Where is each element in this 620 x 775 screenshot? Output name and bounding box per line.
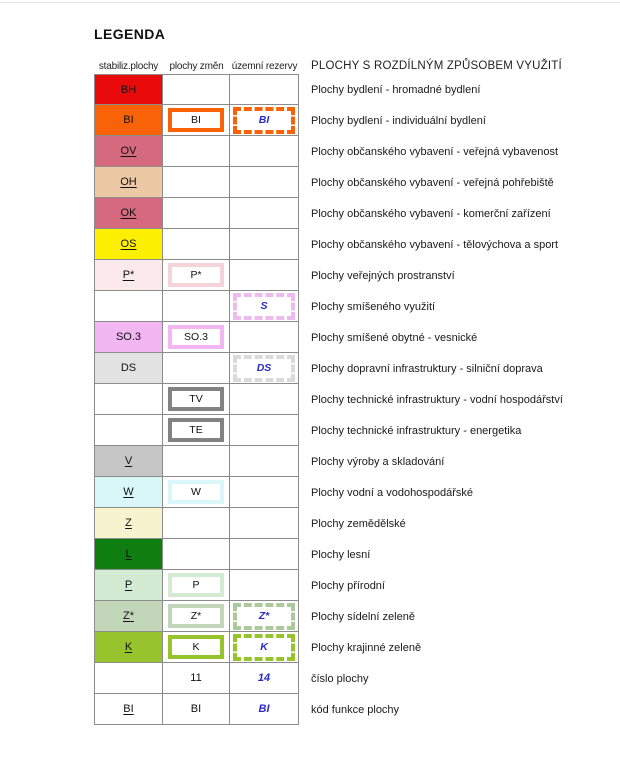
changes-cell [163, 167, 230, 198]
area-code: K [192, 641, 200, 653]
changes-cell [163, 229, 230, 260]
area-code: BI [123, 703, 134, 715]
area-code: OH [120, 176, 137, 188]
stabilized-cell [94, 694, 163, 725]
reserve-cell [230, 167, 299, 198]
changes-cell [163, 260, 230, 291]
area-code: SO.3 [115, 331, 142, 343]
changes-cell [163, 477, 230, 508]
table-row [94, 539, 563, 570]
stabilized-cell [94, 353, 163, 384]
column-header-stabilized: stabiliz.plochy [98, 61, 159, 72]
table-row [94, 167, 563, 198]
area-code: BI [258, 114, 270, 126]
table-row [94, 291, 563, 322]
area-code: P [124, 579, 133, 591]
stabilized-cell [94, 384, 163, 415]
changes-cell [163, 198, 230, 229]
stabilized-cell [94, 539, 163, 570]
stabilized-cell [94, 446, 163, 477]
stabilized-cell [94, 167, 163, 198]
table-row [94, 105, 563, 136]
table-row [94, 601, 563, 632]
legend-container [94, 26, 563, 725]
changes-cell [163, 353, 230, 384]
changes-cell [163, 632, 230, 663]
table-row [94, 508, 563, 539]
area-code: BI [123, 114, 134, 126]
area-code: 14 [257, 672, 271, 684]
table-row [94, 446, 563, 477]
area-code: P* [122, 269, 135, 281]
table-row [94, 229, 563, 260]
reserve-area-swatch [233, 634, 295, 661]
page-title: LEGENDA [94, 26, 166, 42]
reserve-cell [230, 570, 299, 601]
reserve-cell [230, 477, 299, 508]
column-header-changes: plochy změn [169, 61, 224, 72]
area-code: W [123, 486, 134, 498]
row-description: Plochy vodní a vodohospodářské [311, 486, 474, 499]
changes-cell [163, 508, 230, 539]
changes-cell [163, 384, 230, 415]
stabilized-cell [94, 229, 163, 260]
column-header-reserves: územní rezervy [231, 61, 298, 72]
row-description: Plochy krajinné zeleně [311, 641, 422, 654]
reserve-area-swatch [233, 107, 295, 134]
reserve-cell [230, 446, 299, 477]
changes-cell [163, 694, 230, 725]
changes-cell [163, 415, 230, 446]
table-row [94, 415, 563, 446]
row-description: Plochy občanského vybavení - veřejná pohřebiště [311, 176, 554, 189]
changes-cell [163, 601, 230, 632]
row-description: Plochy sídelní zeleně [311, 610, 415, 623]
reserve-cell [230, 415, 299, 446]
row-description: Plochy občanského vybavení - komerční zařízení [311, 207, 551, 220]
changes-cell [163, 291, 230, 322]
reserve-cell [230, 663, 299, 694]
changes-cell [163, 136, 230, 167]
reserve-cell [230, 508, 299, 539]
legend-table-body [94, 74, 563, 725]
row-description: Plochy technické infrastruktury - energetika [311, 424, 522, 437]
area-code: K [124, 641, 133, 653]
change-area-swatch [168, 263, 224, 287]
area-code: BI [191, 114, 201, 126]
reserve-cell [230, 105, 299, 136]
area-code: S [260, 300, 268, 312]
table-row [94, 74, 563, 105]
reserve-cell [230, 260, 299, 291]
row-description: Plochy smíšeného využití [311, 300, 436, 313]
area-code: Z* [123, 610, 134, 622]
row-description: kód funkce plochy [311, 703, 400, 716]
area-code: 11 [190, 672, 202, 684]
row-description: Plochy bydlení - individuální bydlení [311, 114, 486, 127]
row-description: Plochy výroby a skladování [311, 455, 445, 468]
area-code: K [260, 641, 268, 653]
row-description: Plochy veřejných prostranství [311, 269, 455, 282]
stabilized-cell [94, 415, 163, 446]
stabilized-cell [94, 260, 163, 291]
area-code: P [192, 579, 200, 591]
reserve-area-swatch [233, 293, 295, 320]
page-top-rule [0, 2, 620, 3]
reserve-cell [230, 291, 299, 322]
row-description: Plochy smíšené obytné - vesnické [311, 331, 478, 344]
area-code: BI [258, 703, 270, 715]
stabilized-cell [94, 198, 163, 229]
area-code: W [191, 486, 201, 498]
area-code: Z* [190, 610, 202, 622]
row-description: Plochy přírodní [311, 579, 385, 592]
table-row [94, 136, 563, 167]
area-code: DS [120, 362, 137, 374]
table-row [94, 663, 563, 694]
usage-types-header: PLOCHY S ROZDÍLNÝM ZPŮSOBEM VYUŽITÍ [311, 60, 562, 72]
area-code: SO.3 [184, 331, 208, 343]
row-description: Plochy lesní [311, 548, 371, 561]
area-code: OV [120, 145, 137, 157]
reserve-cell [230, 74, 299, 105]
table-row [94, 198, 563, 229]
table-row [94, 570, 563, 601]
area-code: DS [256, 362, 272, 374]
area-code: TE [189, 424, 203, 436]
stabilized-cell [94, 477, 163, 508]
stabilized-cell [94, 663, 163, 694]
changes-cell [163, 105, 230, 136]
reserve-cell [230, 694, 299, 725]
change-area-swatch [168, 480, 224, 504]
table-row [94, 384, 563, 415]
area-code: BI [190, 703, 202, 715]
table-row [94, 322, 563, 353]
area-code: OS [120, 238, 137, 250]
row-description: Plochy bydlení - hromadné bydlení [311, 83, 481, 96]
changes-cell [163, 570, 230, 601]
row-description: Plochy technické infrastruktury - vodní hospodářství [311, 393, 563, 406]
table-row [94, 694, 563, 725]
reserve-cell [230, 539, 299, 570]
stabilized-cell [94, 74, 163, 105]
table-row [94, 353, 563, 384]
reserve-cell [230, 601, 299, 632]
area-code: Z* [258, 610, 270, 622]
reserve-cell [230, 384, 299, 415]
table-row [94, 260, 563, 291]
row-description: Plochy dopravní infrastruktury - silniční doprava [311, 362, 543, 375]
area-code: Z [125, 517, 132, 529]
changes-cell [163, 663, 230, 694]
change-area-swatch [168, 325, 224, 349]
change-area-swatch [168, 387, 224, 411]
changes-cell [163, 322, 230, 353]
area-code: L [125, 548, 132, 560]
reserve-cell [230, 322, 299, 353]
stabilized-cell [94, 570, 163, 601]
row-description: číslo plochy [311, 672, 369, 685]
stabilized-cell [94, 322, 163, 353]
area-code: V [124, 455, 133, 467]
area-code: BH [120, 83, 137, 96]
stabilized-cell [94, 291, 163, 322]
reserve-cell [230, 632, 299, 663]
stabilized-cell [94, 601, 163, 632]
change-area-swatch [168, 604, 224, 628]
row-description: Plochy zemědělské [311, 517, 406, 530]
change-area-swatch [168, 418, 224, 442]
change-area-swatch [168, 635, 224, 659]
reserve-area-swatch [233, 355, 295, 382]
area-code: OK [120, 207, 137, 219]
reserve-cell [230, 353, 299, 384]
row-description: Plochy občanského vybavení - veřejná vybavenost [311, 145, 559, 158]
reserve-cell [230, 136, 299, 167]
changes-cell [163, 539, 230, 570]
stabilized-cell [94, 136, 163, 167]
reserve-cell [230, 198, 299, 229]
area-code: P* [190, 269, 202, 281]
reserve-cell [230, 229, 299, 260]
changes-cell [163, 446, 230, 477]
table-header-row [94, 52, 563, 72]
table-row [94, 632, 563, 663]
change-area-swatch [168, 573, 224, 597]
table-row [94, 477, 563, 508]
reserve-area-swatch [233, 603, 295, 630]
area-code: TV [189, 393, 203, 405]
stabilized-cell [94, 632, 163, 663]
stabilized-cell [94, 105, 163, 136]
change-area-swatch [168, 108, 224, 132]
changes-cell [163, 74, 230, 105]
row-description: Plochy občanského vybavení - tělovýchova a sport [311, 238, 559, 251]
stabilized-cell [94, 508, 163, 539]
